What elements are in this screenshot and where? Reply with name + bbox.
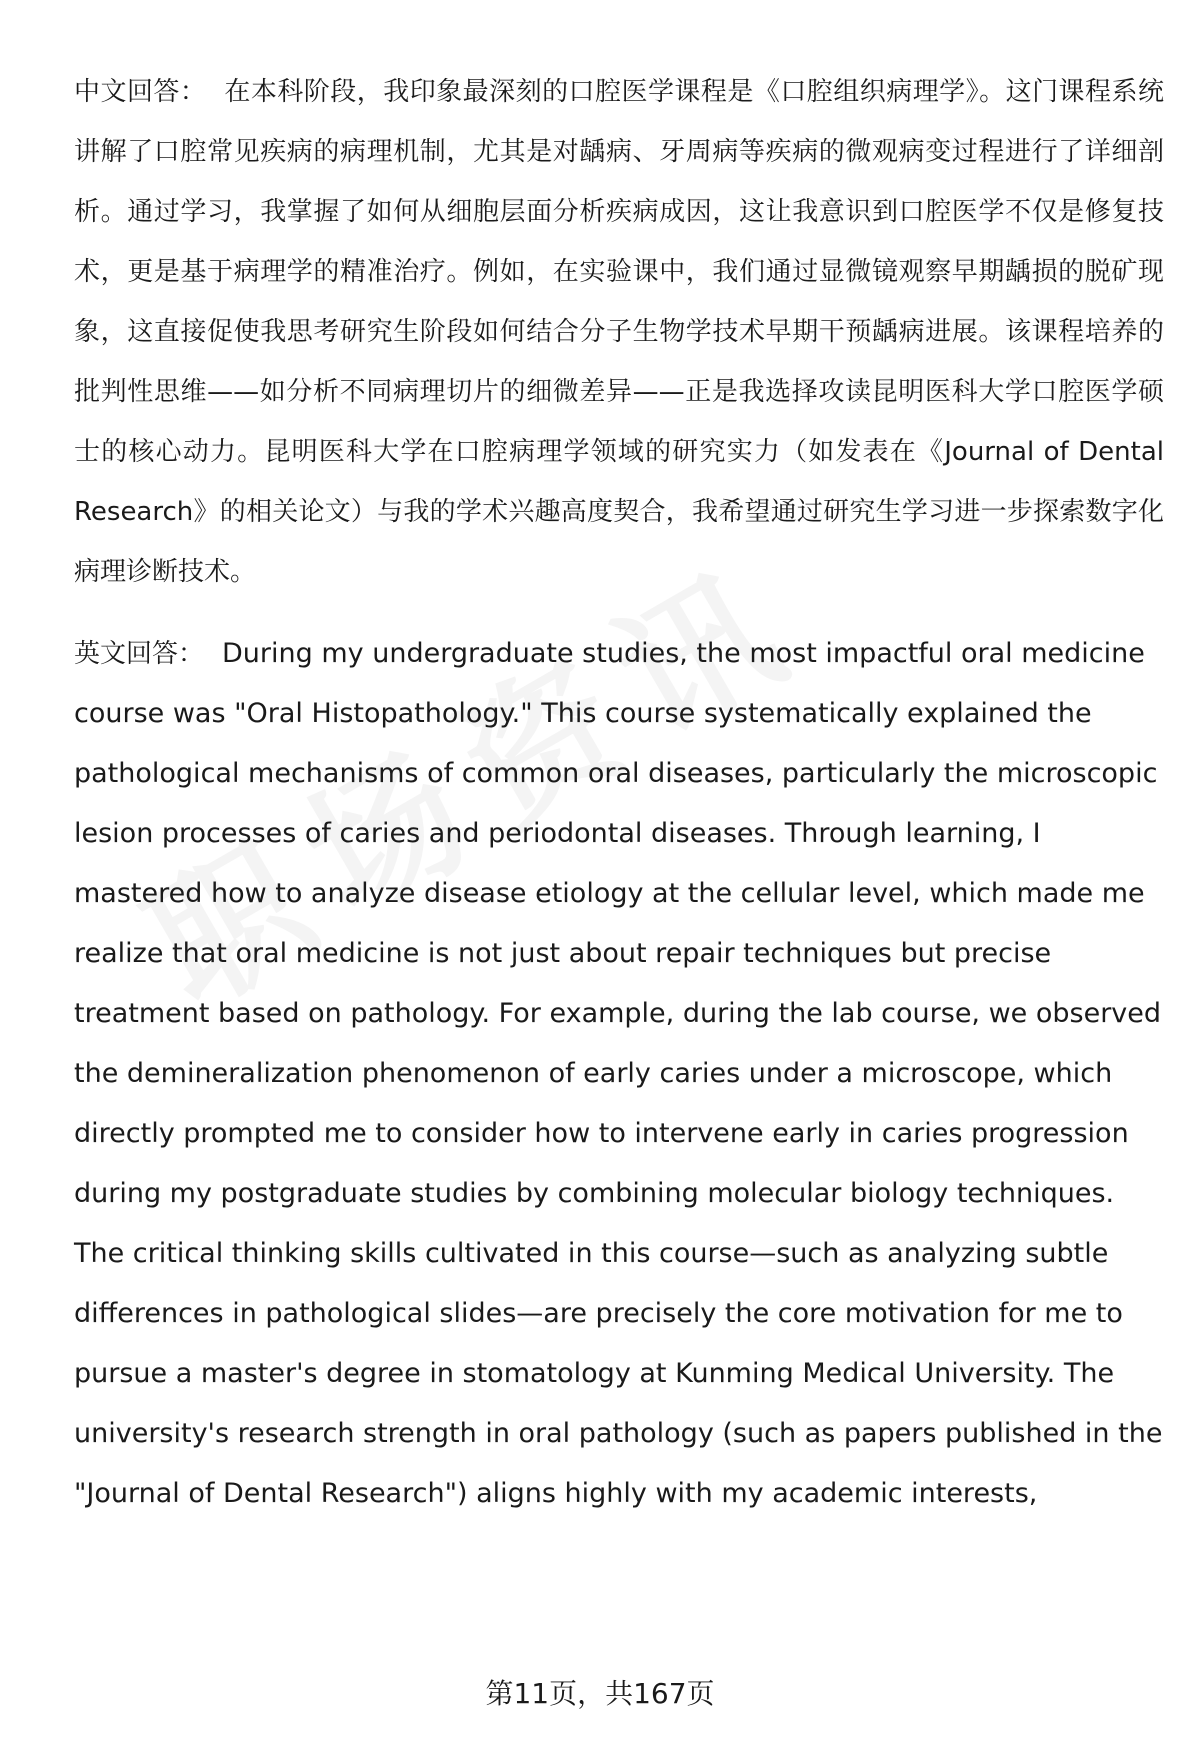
english-answer-label: 英文回答：	[74, 639, 205, 669]
page-number-footer: 第11页，共167页	[485, 1677, 715, 1710]
page-content	[74, 62, 1164, 1546]
chinese-answer-label: 中文回答：	[74, 77, 207, 107]
chinese-answer-paragraph	[74, 62, 1164, 602]
english-answer-text: During my undergraduate studies, the most impactful oral medicine course was "Oral Histopathology." This course systematically explained the pathological mechanisms of common oral diseases, particularly the microscopic lesion processes of caries and periodontal diseases. Through learning, I mastered how to analyze disease etiology at the cellular level, which made me realize that oral medicine is not just about repair techniques but precise treatment based on pathology. For example, during the lab course, we observed the demineralization phenomenon of early caries under a microscope, which directly prompted me to consider how to intervene early in caries progression during my postgraduate studies by combining molecular biology techniques. The critical thinking skills cultivated in this course—such as analyzing subtle differences in pathological slides—are precisely the core motivation for me to pursue a master's degree in stomatology at Kunming Medical University. The university's research strength in oral pathology (such as papers published in the "Journal of Dental Research") aligns highly with my academic interests,	[74, 638, 1163, 1509]
chinese-answer-text: 在本科阶段，我印象最深刻的口腔医学课程是《口腔组织病理学》。这门课程系统讲解了口腔常见疾病的病理机制，尤其是对龋病、牙周病等疾病的微观病变过程进行了详细剖析。通过学习，我掌握了如何从细胞层面分析疾病成因，这让我意识到口腔医学不仅是修复技术，更是基于病理学的精准治疗。例如，在实验课中，我们通过显微镜观察早期龋损的脱矿现象，这直接促使我思考研究生阶段如何结合分子生物学技术早期干预龋病进展。该课程培养的批判性思维——如分析不同病理切片的细微差异——正是我选择攻读昆明医科大学口腔医学硕士的核心动力。昆明医科大学在口腔病理学领域的研究实力（如发表在《Journal of Dental Research》的相关论文）与我的学术兴趣高度契合，我希望通过研究生学习进一步探索数字化病理诊断技术。	[74, 77, 1164, 587]
english-answer-paragraph	[74, 624, 1164, 1524]
